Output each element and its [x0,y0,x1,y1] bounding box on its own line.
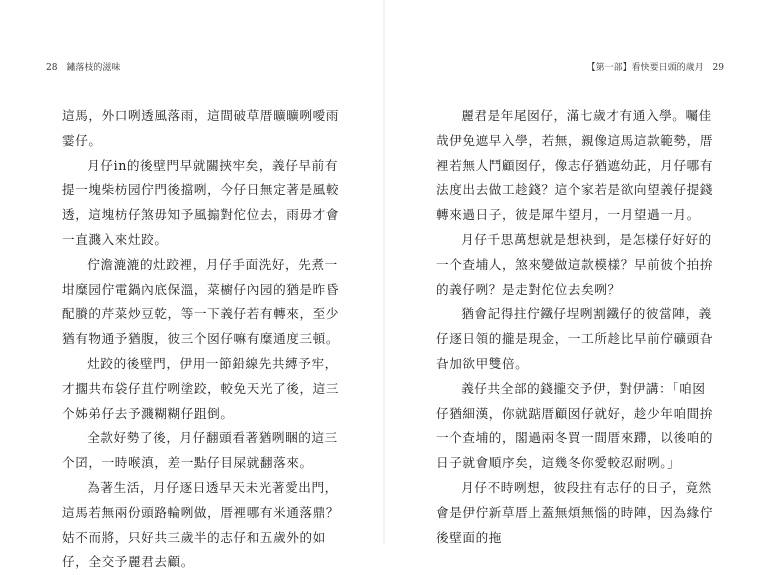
right-page-body [436,104,716,550]
paragraph: 灶跤的後壁門，伊用一節鉛線先共縛予牢，才擱共布袋仔苴佇咧塗跤，較免天光了後，這三个姊弟仔去予濺糊糊仔跙倒。 [62,355,340,421]
left-page-header [40,60,120,73]
paragraph: 佇澹漉漉的灶跤裡，月仔手面洗好，先煮一坩糜园佇電鍋內底保溫，菜櫥仔內园的猶是昨昏配賸的芹菜炒豆乾，等一下義仔若有轉來，至少猶有物通予猶腹，彼三个囡仔嘛有糜通度三頓。 [62,256,340,347]
paragraph: 義仔共全部的錢攏交予伊，對伊講：「咱囡仔猶細漢，你就踮厝顧囡仔就好，趁少年咱間拚一个查埔的，閣過兩冬買一間厝來蹛，以後咱的日子就會順序矣，這幾冬你愛較忍耐咧。」 [436,380,714,471]
left-page-number: 28 [46,63,58,73]
paragraph: 為著生活，月仔逐日透早天未光著愛出門，這馬若無兩份頭路輪咧做，厝裡哪有米通落鼎？姑不而將，只好共三歲半的志仔和五歲外的如仔，全交予麗君去顧。 [62,479,340,570]
paragraph: 這馬，外口咧透風落雨，這間破草厝曠曠咧噯雨霎仔。 [62,108,340,148]
paragraph: 月仔不時咧想，彼段拄有志仔的日子，竟然會是伊佇新草厝上蓋無煩無惱的時陣，因為緣佇後壁面的拖 [436,479,714,545]
right-page-header [587,60,730,73]
left-running-title: 鏽落枝的滋味 [66,63,121,73]
paragraph: 猶會記得拄佇鐵仔埕咧割鐵仔的彼當陣，義仔逐日領的攏是現金，一工所趁比早前佇礦頭旮旮加欲甲雙倍。 [436,306,714,371]
right-page-number: 29 [712,63,724,73]
left-page-body [62,104,342,575]
paragraph: 全款好勢了後，月仔翻頭看著猶咧睏的這三个囝，一時喉滇，差一點仔目屎就翻落來。 [62,430,338,471]
right-page [384,0,768,545]
right-running-title: 【第一部】看快要日頭的歲月 [586,63,704,73]
paragraph: 月仔in的後壁門早就關挾牢矣，義仔早前有提一塊柴枋园佇門後擋咧，今仔日無定著是風較透，這塊枋仔煞毋知予風搧對佗位去，雨毋才會一直濺入來灶跤。 [62,157,340,247]
left-page [0,0,384,570]
paragraph: 麗君是年尾囡仔，滿七歲才有通入學。囑佳哉伊免遮早入學，若無，親像這馬這款範勢，厝裡若無人鬥顧囡仔，像志仔猶遮幼茈，月仔哪有法度出去做工趁錢？這个家若是欲向望義仔提錢轉來過日子，彼是犀牛望月，一月望過一月。 [436,108,714,223]
paragraph: 月仔千思萬想就是想袂到，是怎樣仔好好的一个查埔人，煞來變做這款模樣？早前彼个拍拚的義仔咧？是走對佗位去矣咧？ [436,231,714,297]
